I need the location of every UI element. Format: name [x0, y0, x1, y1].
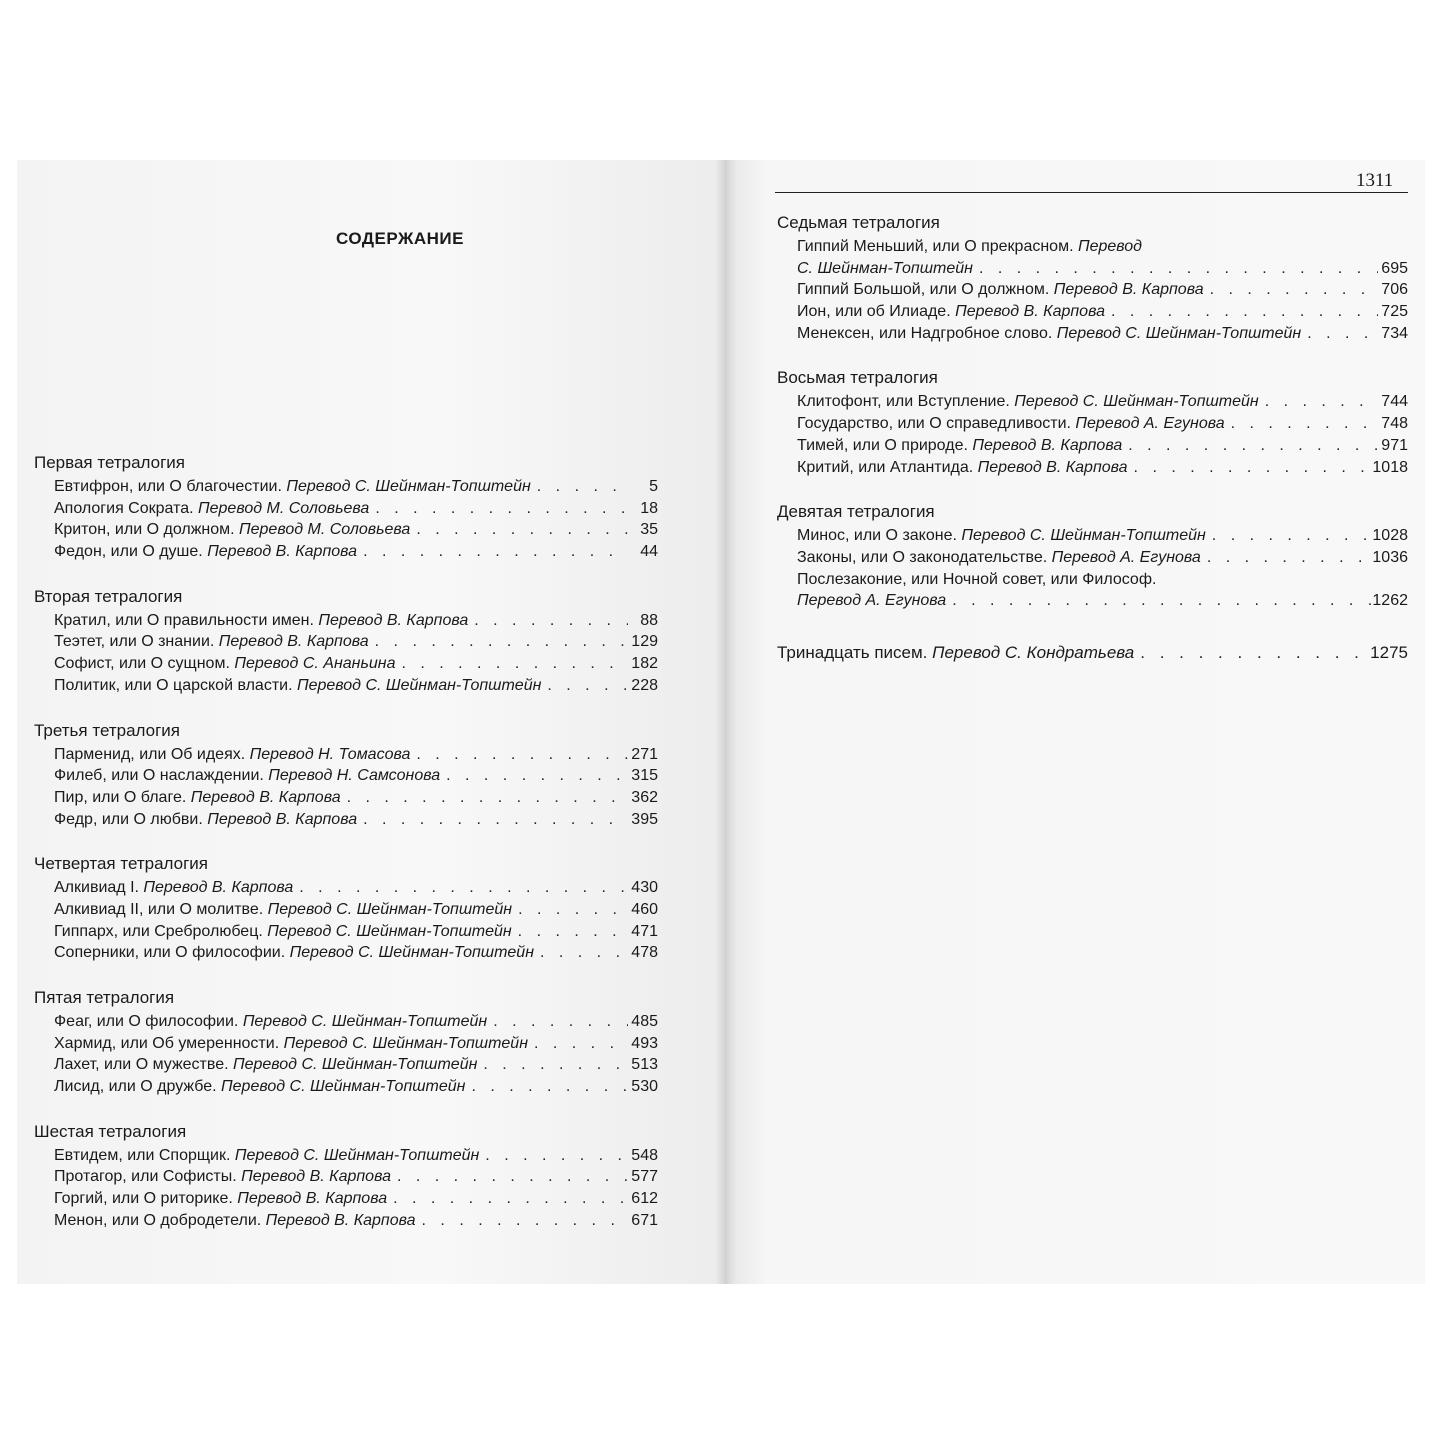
dot-leader — [512, 921, 628, 943]
entry-page-number: 577 — [631, 1168, 658, 1186]
entry-page-number: 35 — [640, 521, 658, 539]
entry-page-number: 744 — [1381, 393, 1408, 411]
entry-page-number: 530 — [631, 1078, 658, 1096]
toc-entry — [777, 391, 1408, 413]
section-title: Третья тетралогия — [34, 720, 180, 740]
entry-translator: Перевод В. Карпова — [143, 879, 294, 897]
entry-text — [777, 640, 1134, 666]
entry-title: Апология Сократа. — [54, 499, 194, 517]
entry-page-number: 1028 — [1372, 527, 1408, 545]
dot-leader — [512, 899, 628, 921]
entry-page-number: 748 — [1381, 415, 1408, 433]
entry-text — [54, 541, 357, 563]
entry-text — [797, 279, 1204, 301]
entry-page-number: 671 — [631, 1211, 658, 1229]
entry-translator: Перевод С. Шейнман-Топштейн — [221, 1078, 466, 1096]
entry-title: Лисид, или О дружбе. — [54, 1078, 217, 1096]
entry-title: Послезаконие, или Ночной совет, или Философ. — [797, 570, 1157, 588]
entry-title: Феаг, или О философии. — [54, 1013, 239, 1030]
toc-entry — [777, 236, 1408, 258]
toc-entry — [34, 942, 658, 964]
entry-page-number: 1018 — [1372, 458, 1408, 476]
section-title: Восьмая тетралогия — [777, 368, 938, 388]
entry-translator: Перевод С. Кондратьева — [932, 642, 1135, 662]
entry-translator: Перевод С. Шейнман-Топштейн — [242, 1013, 488, 1030]
toc-entry — [34, 476, 658, 498]
toc-entry — [777, 279, 1408, 301]
entry-text — [797, 457, 1128, 479]
entry-text — [54, 1188, 387, 1210]
toc-entry — [34, 1210, 658, 1232]
entry-page-number: 1262 — [1372, 592, 1408, 610]
entry-title: Менексен, или Надгробное слово. — [797, 324, 1053, 342]
entry-text — [797, 569, 1156, 591]
entry-text — [54, 942, 534, 964]
toc-entry — [777, 525, 1408, 547]
section-title: Вторая тетралогия — [34, 586, 183, 606]
entry-title: Ион, или об Илиаде. — [797, 303, 951, 321]
section-title: Четвертая тетралогия — [34, 854, 209, 874]
entry-text — [797, 435, 1122, 457]
dot-leader — [391, 1166, 628, 1188]
dot-leader — [531, 476, 628, 498]
entry-page-number: 513 — [631, 1056, 658, 1074]
entry-translator: Перевод С. Шейнман-Топштейн — [1014, 393, 1259, 411]
toc-left-column — [34, 450, 658, 1232]
toc-section — [777, 210, 1408, 344]
toc-entry — [34, 899, 658, 921]
section-title: Седьмая тетралогия — [777, 213, 940, 232]
entry-page-number: 5 — [649, 478, 658, 495]
entry-translator: Перевод С. Шейнман-Топштейн — [267, 900, 513, 918]
dot-leader — [1105, 301, 1378, 323]
section-title: Шестая тетралогия — [34, 1121, 187, 1141]
entry-translator: Перевод В. Карпова — [190, 788, 341, 806]
entry-title: Хармид, или Об умеренности. — [54, 1034, 280, 1052]
dot-leader — [946, 590, 1372, 612]
dot-leader — [534, 942, 628, 964]
entry-title: Евтидем, или Спорщик. — [54, 1146, 231, 1164]
toc-entry — [777, 457, 1408, 479]
entry-translator: Перевод С. Шейнман-Топштейн — [289, 944, 534, 962]
toc-entry — [34, 653, 658, 675]
toc-entry — [34, 1076, 658, 1098]
toc-entry — [34, 541, 658, 563]
toc-entry — [777, 569, 1408, 591]
entry-page-number: 548 — [631, 1146, 658, 1164]
entry-translator: Перевод С. Шейнман-Топштейн — [283, 1034, 528, 1052]
entry-translator: Перевод В. Карпова — [207, 543, 358, 561]
entry-translator: Перевод В. Карпова — [265, 1211, 416, 1229]
entry-title: Гиппий Меньший, или О прекрасном. — [797, 238, 1074, 255]
entry-translator: Перевод Н. Самсонова — [268, 767, 441, 785]
dot-leader — [1301, 323, 1378, 345]
page-number: 1311 — [1356, 170, 1394, 191]
entry-title: Минос, или О законе. — [797, 527, 957, 545]
entry-page-number: 971 — [1381, 436, 1408, 454]
entry-text — [797, 301, 1105, 323]
entry-title: Алкивиад II, или О молитве. — [54, 900, 264, 918]
toc-section — [34, 851, 658, 964]
entry-page-number: 493 — [631, 1034, 658, 1052]
toc-entry-letters — [777, 640, 1408, 666]
toc-section — [777, 365, 1408, 478]
toc-entry — [34, 1166, 658, 1188]
dot-leader — [541, 675, 628, 697]
dot-leader — [395, 653, 628, 675]
entry-translator: Перевод В. Карпова — [318, 611, 469, 629]
entry-text — [54, 787, 341, 809]
entry-page-number: 725 — [1381, 303, 1408, 321]
entry-page-number: 612 — [631, 1190, 658, 1208]
entry-page-number: 88 — [640, 611, 658, 629]
entry-translator: Перевод А. Егунова — [1051, 548, 1201, 566]
toc-entry — [777, 323, 1408, 345]
entry-title: Клитофонт, или Вступление. — [797, 393, 1010, 411]
toc-section — [34, 718, 658, 831]
entry-page-number: 706 — [1381, 281, 1408, 299]
section-title: Пятая тетралогия — [34, 988, 175, 1007]
entry-translator: Перевод В. Карпова — [207, 810, 358, 828]
toc-letters-section — [777, 640, 1408, 666]
dot-leader — [440, 765, 628, 787]
entry-text — [54, 899, 512, 921]
entry-title: Федр, или О любви. — [54, 810, 203, 828]
entry-page-number: 44 — [640, 543, 658, 561]
entry-text — [54, 1054, 477, 1076]
entry-title: Парменид, или Об идеях. — [54, 745, 246, 763]
toc-title: СОДЕРЖАНИЕ — [336, 229, 464, 248]
entry-text — [54, 519, 410, 541]
toc-entry — [34, 1145, 658, 1167]
entry-translator: Перевод С. Шейнман-Топштейн — [267, 922, 512, 940]
toc-entry — [34, 765, 658, 787]
entry-translator: Перевод В. Карпова — [241, 1168, 391, 1186]
entry-text — [54, 765, 440, 787]
book-gutter — [715, 160, 737, 1284]
entry-text — [54, 653, 395, 675]
dot-leader — [477, 1054, 628, 1076]
dot-leader — [341, 787, 628, 809]
entry-translator: Перевод В. Карпова — [972, 436, 1123, 454]
entry-page-number: 18 — [640, 499, 658, 517]
toc-entry-continuation — [777, 258, 1408, 280]
toc-section — [777, 499, 1408, 612]
entry-translator: Перевод — [1077, 238, 1142, 255]
entry-page-number: 271 — [631, 745, 658, 763]
entry-text — [54, 1076, 465, 1098]
entry-translator: Перевод С. Шейнман-Топштейн — [961, 527, 1206, 545]
entry-page-number: 1275 — [1370, 642, 1408, 662]
toc-right-column — [777, 210, 1408, 666]
entry-title: Критий, или Атлантида. — [797, 458, 974, 476]
entry-page-number: 1036 — [1372, 548, 1408, 566]
entry-title: Теэтет, или О знании. — [54, 633, 215, 651]
entry-title: Тимей, или О природе. — [797, 436, 968, 454]
dot-leader — [1201, 547, 1373, 569]
entry-text — [54, 744, 410, 766]
toc-entry — [34, 1011, 658, 1033]
entry-title: Евтифрон, или О благочестии. — [54, 478, 282, 495]
entry-translator: Перевод С. Шейнман-Топштейн — [232, 1056, 478, 1074]
toc-entry — [34, 787, 658, 809]
entry-title: Государство, или О справедливости. — [797, 415, 1071, 433]
dot-leader — [369, 498, 628, 520]
entry-translator: Перевод В. Карпова — [218, 633, 369, 651]
toc-entry — [34, 498, 658, 520]
dot-leader — [1259, 391, 1378, 413]
entry-page-number: 734 — [1381, 324, 1408, 342]
dot-leader — [1204, 279, 1378, 301]
entry-title: Законы, или О законодательстве. — [797, 548, 1048, 566]
entry-page-number: 362 — [631, 788, 658, 806]
dot-leader — [479, 1145, 628, 1167]
toc-entry — [34, 744, 658, 766]
toc-entry — [34, 675, 658, 697]
toc-entry — [777, 547, 1408, 569]
dot-leader — [487, 1011, 628, 1033]
entry-translator: Перевод Н. Томасова — [249, 745, 411, 763]
entry-translator: Перевод М. Соловьева — [198, 499, 370, 517]
entry-page-number: 129 — [631, 633, 658, 651]
entry-text — [797, 323, 1301, 345]
entry-text — [797, 413, 1225, 435]
toc-entry — [34, 877, 658, 899]
entry-translator: Перевод С. Шейнман-Топштейн — [296, 676, 542, 694]
toc-entry — [777, 435, 1408, 457]
entry-title: Софист, или О сущном. — [54, 655, 230, 673]
entry-translator: Перевод В. Карпова — [977, 458, 1128, 476]
entry-translator: Перевод С. Ананьина — [234, 655, 396, 673]
dot-leader — [357, 541, 628, 563]
dot-leader — [293, 877, 628, 899]
entry-translator: Перевод В. Карпова — [1053, 281, 1204, 299]
toc-section — [34, 584, 658, 697]
entry-title: Гиппий Большой, или О должном. — [797, 281, 1050, 299]
section-title: Девятая тетралогия — [777, 502, 935, 522]
entry-page-number: 695 — [1381, 259, 1408, 277]
entry-title: Горгий, или О риторике. — [54, 1190, 233, 1208]
toc-entry — [34, 921, 658, 943]
dot-leader — [410, 519, 628, 541]
dot-leader — [357, 809, 628, 831]
entry-title: Федон, или О душе. — [54, 543, 203, 561]
entry-translator: Перевод М. Соловьева — [239, 521, 411, 539]
toc-section — [34, 450, 658, 563]
entry-text — [54, 877, 293, 899]
toc-entry — [34, 519, 658, 541]
entry-text — [54, 1033, 528, 1055]
entry-text — [797, 391, 1259, 413]
entry-title: Тринадцать писем. — [777, 642, 928, 662]
entry-page-number: 460 — [631, 900, 658, 918]
toc-right-sections — [777, 210, 1408, 612]
entry-translator: Перевод В. Карпова — [237, 1190, 388, 1208]
dot-leader — [1225, 413, 1378, 435]
toc-entry — [34, 1033, 658, 1055]
entry-text — [54, 1166, 391, 1188]
entry-title: Филеб, или О наслаждении. — [54, 767, 264, 785]
dot-leader — [1128, 457, 1373, 479]
entry-title: Протагор, или Софисты. — [54, 1168, 237, 1186]
entry-text — [54, 610, 468, 632]
entry-translator: Перевод А. Егунова — [1075, 415, 1225, 433]
entry-text — [54, 675, 541, 697]
toc-entry — [777, 301, 1408, 323]
dot-leader — [465, 1076, 628, 1098]
entry-text — [54, 921, 512, 943]
entry-page-number: 315 — [631, 767, 658, 785]
dot-leader — [468, 610, 628, 632]
dot-leader — [387, 1188, 628, 1210]
toc-entry — [34, 1054, 658, 1076]
entry-text — [54, 1210, 416, 1232]
entry-page-number: 228 — [631, 676, 658, 694]
entry-text — [54, 498, 369, 520]
dot-leader — [1122, 435, 1378, 457]
entry-text — [797, 525, 1206, 547]
dot-leader — [1134, 640, 1370, 666]
toc-section — [34, 985, 658, 1098]
entry-page-number: 485 — [631, 1013, 658, 1030]
entry-text — [54, 1145, 479, 1167]
toc-entry — [34, 631, 658, 653]
entry-text — [54, 1011, 487, 1033]
entry-text — [54, 476, 531, 498]
entry-text — [797, 236, 1142, 258]
entry-title: Соперники, или О философии. — [54, 944, 286, 962]
entry-text — [54, 809, 357, 831]
toc-section — [34, 1119, 658, 1232]
entry-title: Пир, или О благе. — [54, 788, 187, 806]
header-rule — [775, 192, 1408, 193]
entry-title: Лахет, или О мужестве. — [54, 1056, 229, 1074]
dot-leader — [410, 744, 628, 766]
entry-translator: Перевод С. Шейнман-Топштейн — [1056, 324, 1302, 342]
entry-title: Политик, или О царской власти. — [54, 676, 293, 694]
entry-title: Критон, или О должном. — [54, 521, 235, 539]
dot-leader — [369, 631, 628, 653]
toc-entry — [34, 1188, 658, 1210]
entry-page-number: 395 — [631, 810, 658, 828]
entry-translator: Перевод С. Шейнман-Топштейн — [286, 478, 531, 495]
dot-leader — [973, 258, 1378, 280]
entry-translator: Перевод С. Шейнман-Топштейн — [234, 1146, 480, 1164]
entry-page-number: 182 — [631, 655, 658, 673]
toc-entry — [34, 610, 658, 632]
toc-entry-continuation — [777, 590, 1408, 612]
entry-page-number: 478 — [631, 944, 658, 962]
entry-text — [797, 547, 1201, 569]
entry-title: Гиппарх, или Сребролюбец. — [54, 922, 263, 940]
dot-leader — [416, 1210, 628, 1232]
entry-title: Менон, или О добродетели. — [54, 1211, 262, 1229]
dot-leader — [528, 1033, 628, 1055]
section-title: Первая тетралогия — [34, 453, 185, 472]
toc-entry — [777, 413, 1408, 435]
entry-page-number: 430 — [631, 879, 658, 897]
entry-text — [54, 631, 369, 653]
entry-page-number: 471 — [631, 922, 658, 940]
entry-translator: Перевод В. Карпова — [955, 303, 1105, 321]
entry-title: Кратил, или О правильности имен. — [54, 611, 314, 629]
toc-entry — [34, 809, 658, 831]
entry-translator: С. Шейнман-Топштейн — [797, 259, 973, 277]
dot-leader — [1206, 525, 1373, 547]
entry-title: Алкивиад I. — [54, 879, 139, 897]
entry-translator: Перевод А. Егунова — [797, 592, 947, 610]
